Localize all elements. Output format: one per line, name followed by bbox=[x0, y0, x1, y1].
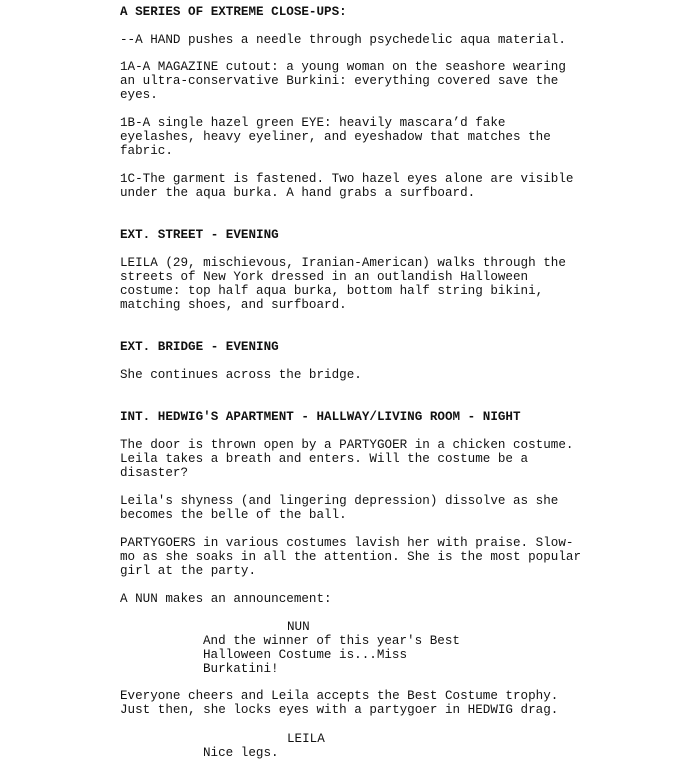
action-everyone-cheers: Everyone cheers and Leila accepts the Best Costume trophy. Just then, she locks eyes with a partygoer in HEDWIG drag. bbox=[120, 689, 559, 717]
action-hand-needle: --A HAND pushes a needle through psychedelic aqua material. bbox=[120, 33, 566, 47]
character-name-nun: NUN bbox=[287, 620, 310, 634]
scene-heading-apartment: INT. HEDWIG'S APARTMENT - HALLWAY/LIVING ROOM - NIGHT bbox=[120, 410, 521, 424]
character-name-leila: LEILA bbox=[287, 732, 325, 746]
scene-heading-bridge: EXT. BRIDGE - EVENING bbox=[120, 340, 279, 354]
scene-heading-street: EXT. STREET - EVENING bbox=[120, 228, 279, 242]
action-nun-announcement: A NUN makes an announcement: bbox=[120, 592, 332, 606]
action-1a-magazine: 1A-A MAGAZINE cutout: a young woman on the seashore wearing an ultra-conservative Burkini: everything covered save the eyes. bbox=[120, 60, 566, 102]
action-1b-eye: 1B-A single hazel green EYE: heavily mascara’d fake eyelashes, heavy eyeliner, and eyeshadow that matches the fabric. bbox=[120, 116, 551, 158]
action-1c-garment: 1C-The garment is fastened. Two hazel eyes alone are visible under the aqua burka. A hand grabs a surfboard. bbox=[120, 172, 574, 200]
dialogue-nun: And the winner of this year's Best Halloween Costume is...Miss Burkatini! bbox=[203, 634, 460, 676]
action-shyness-dissolves: Leila's shyness (and lingering depression) dissolve as she becomes the belle of the ball. bbox=[120, 494, 559, 522]
scene-heading-closeups: A SERIES OF EXTREME CLOSE-UPS: bbox=[120, 5, 347, 19]
dialogue-leila: Nice legs. bbox=[203, 746, 279, 760]
action-partygoers-praise: PARTYGOERS in various costumes lavish her with praise. Slow- mo as she soaks in all the attention. She is the most popular girl at the party. bbox=[120, 536, 582, 578]
action-door-thrown-open: The door is thrown open by a PARTYGOER in a chicken costume. Leila takes a breath and enters. Will the costume be a disaster? bbox=[120, 438, 574, 480]
action-bridge: She continues across the bridge. bbox=[120, 368, 362, 382]
action-leila-walks: LEILA (29, mischievous, Iranian-American) walks through the streets of New York dressed in an outlandish Halloween costume: top half aqua burka, bottom half string bikini, matching shoes, and surfboard. bbox=[120, 256, 566, 312]
